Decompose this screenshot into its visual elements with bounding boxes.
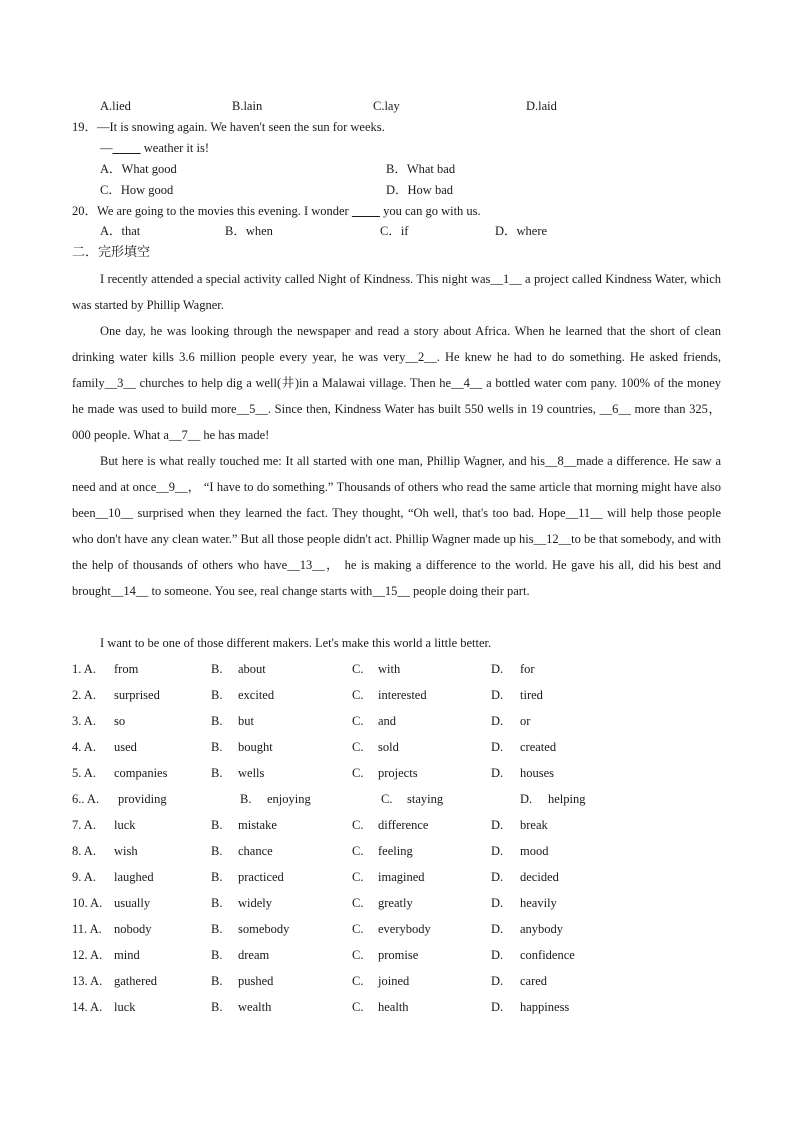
option-a-text: nobody <box>114 922 152 936</box>
option-c-text: and <box>378 714 397 728</box>
option-c-letter: C. <box>352 896 364 910</box>
cloze-option-row <box>72 817 722 833</box>
option-number: 13. A. <box>72 974 103 988</box>
option-b-text: widely <box>238 896 273 910</box>
q19-blank <box>113 141 141 155</box>
blank-2: __2__ <box>405 350 437 364</box>
q18-option-a: A.lied <box>100 99 131 113</box>
option-b-letter: B. <box>211 662 223 676</box>
option-d-text: houses <box>520 766 555 780</box>
option-c-text: staying <box>407 792 444 806</box>
option-c-text: projects <box>378 766 418 780</box>
option-d-letter: D. <box>491 896 504 910</box>
cloze-option-row <box>72 713 722 729</box>
option-c-letter: C. <box>352 844 364 858</box>
option-c-text: with <box>378 662 401 676</box>
option-b-letter: B. <box>240 792 252 806</box>
option-c-letter: C. <box>352 870 364 884</box>
option-a-text: gathered <box>114 974 158 988</box>
option-d-letter: D. <box>491 870 504 884</box>
option-number: 8. A. <box>72 844 96 858</box>
p3-text-5: will help those people who don't have any clean water.” But all those people didn't act. Phillip Wagner made up his <box>72 506 721 546</box>
option-number: 11. A. <box>72 922 102 936</box>
option-c-letter: C. <box>352 818 364 832</box>
q20-blank <box>352 204 380 218</box>
option-a-text: providing <box>118 792 167 806</box>
option-b-letter: B. <box>211 688 223 702</box>
option-b-text: excited <box>238 688 275 702</box>
q19-reply <box>100 140 209 156</box>
cloze-option-row <box>72 739 722 755</box>
option-a-text: used <box>114 740 137 754</box>
cloze-option-row <box>72 661 722 677</box>
cloze-option-row <box>72 869 722 885</box>
option-c-text: health <box>378 1000 409 1014</box>
option-b-text: bought <box>238 740 273 754</box>
p3-text-8: to someone. You see, real change starts with <box>148 584 373 598</box>
option-c-letter: C. <box>352 688 364 702</box>
option-d-text: for <box>520 662 535 676</box>
option-b-letter: B. <box>211 766 223 780</box>
q19-option-c: C．How good <box>100 183 174 197</box>
option-d-text: helping <box>548 792 586 806</box>
option-c-letter: C. <box>352 922 364 936</box>
option-number: 3. A. <box>72 714 96 728</box>
q19-reply-rest: weather it is! <box>140 141 210 155</box>
option-a-text: from <box>114 662 139 676</box>
option-c-text: difference <box>378 818 429 832</box>
option-d-text: anybody <box>520 922 564 936</box>
option-b-letter: B. <box>211 818 223 832</box>
p2-text-3: churches to help dig a well(井)in a Malawai village. Then he <box>135 376 452 390</box>
q18-option-b: B.lain <box>232 99 263 113</box>
option-b-letter: B. <box>211 1000 223 1014</box>
option-d-text: happiness <box>520 1000 570 1014</box>
passage-paragraph-2 <box>72 318 721 448</box>
option-d-letter: D. <box>491 844 504 858</box>
blank-4: __4__ <box>451 376 483 390</box>
option-d-text: or <box>520 714 531 728</box>
option-b-text: about <box>238 662 266 676</box>
p3-text-1: But here is what really touched me: It all started with one man, Phillip Wagner, and his <box>100 454 546 468</box>
blank-9: __9__ <box>156 480 188 494</box>
option-a-text: surprised <box>114 688 160 702</box>
option-number: 12. A. <box>72 948 103 962</box>
q20-number: 20． <box>72 204 98 218</box>
option-d-letter: D. <box>491 688 504 702</box>
option-d-text: break <box>520 818 548 832</box>
option-b-letter: B. <box>211 948 223 962</box>
option-d-text: heavily <box>520 896 557 910</box>
cloze-option-row <box>72 843 722 859</box>
option-c-text: interested <box>378 688 427 702</box>
option-number: 14. A. <box>72 1000 103 1014</box>
option-c-letter: C. <box>352 740 364 754</box>
option-a-text: luck <box>114 818 136 832</box>
option-a-text: mind <box>114 948 140 962</box>
option-d-letter: D. <box>491 766 504 780</box>
cloze-option-row <box>72 687 722 703</box>
p3-text-4: surprised when they learned the fact. They thought, “Oh well, that's too bad. Hope <box>133 506 566 520</box>
blank-8: __8__ <box>545 454 577 468</box>
cloze-option-row <box>72 895 722 911</box>
passage-paragraph-1 <box>72 266 721 318</box>
option-b-text: mistake <box>238 818 277 832</box>
p3-text-6: to be that somebody, and with the help of thousands of others who have <box>72 532 721 572</box>
option-b-text: somebody <box>238 922 290 936</box>
p2-text-5: . Since then, Kindness Water has built 550 wells in 19 countries, <box>267 402 600 416</box>
option-b-text: enjoying <box>267 792 311 806</box>
q20-option-d: D．where <box>495 224 548 238</box>
option-b-text: but <box>238 714 254 728</box>
q20-stem-after: you can go with us. <box>379 204 481 218</box>
option-b-text: pushed <box>238 974 274 988</box>
q19-option-b: B．What bad <box>386 162 456 176</box>
option-d-letter: D. <box>491 662 504 676</box>
option-number: 6.. A. <box>72 792 100 806</box>
blank-7: __7__ <box>168 428 201 442</box>
option-c-text: greatly <box>378 896 413 910</box>
option-d-letter: D. <box>491 974 504 988</box>
blank-1: __1__ <box>490 272 522 286</box>
p2-text-1: One day, he was looking through the newspaper and read a story about Africa. When he learned that the short of clean drinking water kills 3.6 million people every year, he was very <box>72 324 721 364</box>
q19-option-d: D．How bad <box>386 183 454 197</box>
option-b-text: wells <box>238 766 265 780</box>
option-c-letter: C. <box>381 792 393 806</box>
p1-text-2: a project called Kindness Water, which was started by Phillip Wagner. <box>72 272 721 312</box>
option-b-text: practiced <box>238 870 284 884</box>
q20-option-a: A．that <box>100 224 141 238</box>
cloze-option-row <box>72 973 722 989</box>
option-d-letter: D. <box>491 1000 504 1014</box>
option-d-text: confidence <box>520 948 575 962</box>
option-d-text: decided <box>520 870 559 884</box>
blank-15: __15__ <box>372 584 410 598</box>
option-a-text: luck <box>114 1000 136 1014</box>
option-c-letter: C. <box>352 766 364 780</box>
q19-reply-prefix: — <box>100 141 113 155</box>
option-d-text: mood <box>520 844 549 858</box>
blank-14: __14__ <box>110 584 149 598</box>
p3-text-2: made a difference. He saw a need and at once <box>72 454 721 494</box>
option-number: 1. A. <box>72 662 96 676</box>
p3-text-7: ， he is making a difference to the world. He gave his all, did his best and brought <box>72 558 721 598</box>
q20-stem-before: We are going to the movies this evening. I wonder <box>97 204 352 218</box>
option-c-text: sold <box>378 740 399 754</box>
option-a-text: usually <box>114 896 151 910</box>
option-d-text: created <box>520 740 557 754</box>
option-c-text: feeling <box>378 844 413 858</box>
option-a-text: so <box>114 714 126 728</box>
cloze-option-row <box>72 921 722 937</box>
option-d-text: tired <box>520 688 543 702</box>
option-number: 9. A. <box>72 870 96 884</box>
option-c-letter: C. <box>352 714 364 728</box>
cloze-option-row <box>72 765 722 781</box>
option-b-letter: B. <box>211 922 223 936</box>
q19-stem-text: —It is snowing again. We haven't seen the sun for weeks. <box>97 120 385 134</box>
option-b-letter: B. <box>211 896 223 910</box>
option-d-text: cared <box>520 974 548 988</box>
option-c-text: joined <box>378 974 410 988</box>
passage-paragraph-3 <box>72 448 721 604</box>
cloze-option-row <box>72 999 722 1015</box>
p3-text-3: ， “I have to do something.” Thousands of others who read the same article that morning might have also been <box>72 480 722 520</box>
blank-12: __12__ <box>533 532 572 546</box>
option-d-letter: D. <box>491 740 504 754</box>
option-a-text: wish <box>114 844 138 858</box>
q19-option-a: A．What good <box>100 162 177 176</box>
q20-option-b: B．when <box>225 224 273 238</box>
option-b-letter: B. <box>211 974 223 988</box>
p2-text-4: a bottled water com pany. 100% of the money he made was used to build more <box>72 376 721 416</box>
option-d-letter: D. <box>491 818 504 832</box>
option-b-letter: B. <box>211 870 223 884</box>
q20-stem <box>72 203 481 219</box>
blank-10: __10__ <box>95 506 134 520</box>
option-c-text: everybody <box>378 922 431 936</box>
option-number: 2. A. <box>72 688 96 702</box>
p1-text-1: I recently attended a special activity called Night of Kindness. This night was <box>100 272 491 286</box>
option-c-text: promise <box>378 948 419 962</box>
option-b-text: dream <box>238 948 270 962</box>
option-c-letter: C. <box>352 662 364 676</box>
q18-option-c: C.lay <box>373 99 400 113</box>
q20-option-c: C．if <box>380 224 409 238</box>
option-b-letter: B. <box>211 714 223 728</box>
blank-3: __3__ <box>104 376 136 390</box>
blank-6: __6__ <box>599 402 631 416</box>
option-c-letter: C. <box>352 974 364 988</box>
option-d-letter: D. <box>491 948 504 962</box>
option-b-letter: B. <box>211 740 223 754</box>
option-number: 4. A. <box>72 740 96 754</box>
p3-text-9: people doing their part. <box>409 584 530 598</box>
blank-5: __5__ <box>236 402 268 416</box>
option-a-text: laughed <box>114 870 154 884</box>
option-number: 5. A. <box>72 766 96 780</box>
option-number: 7. A. <box>72 818 96 832</box>
option-c-letter: C. <box>352 1000 364 1014</box>
section-heading-cloze: 二．完形填空 <box>72 245 151 260</box>
q18-option-d: D.laid <box>526 99 557 113</box>
q19-number: 19． <box>72 120 98 134</box>
option-d-letter: D. <box>520 792 533 806</box>
option-number: 10. A. <box>72 896 103 910</box>
option-d-letter: D. <box>491 922 504 936</box>
blank-13: __13__ <box>287 558 325 572</box>
cloze-option-row <box>72 947 722 963</box>
option-c-letter: C. <box>352 948 364 962</box>
p2-text-7: he has made! <box>200 428 270 442</box>
passage-paragraph-4: I want to be one of those different makers. Let's make this world a little better. <box>100 636 492 650</box>
option-d-letter: D. <box>491 714 504 728</box>
option-a-text: companies <box>114 766 168 780</box>
option-b-text: wealth <box>238 1000 272 1014</box>
p2-text-2: . He knew he had to do something. He asked friends, family <box>72 350 721 390</box>
blank-11: __11__ <box>565 506 603 520</box>
cloze-option-row <box>72 791 722 807</box>
q19-stem <box>72 119 385 135</box>
p2-text-6: more than 325，000 people. What a <box>72 402 721 442</box>
option-c-text: imagined <box>378 870 425 884</box>
option-b-text: chance <box>238 844 273 858</box>
option-b-letter: B. <box>211 844 223 858</box>
